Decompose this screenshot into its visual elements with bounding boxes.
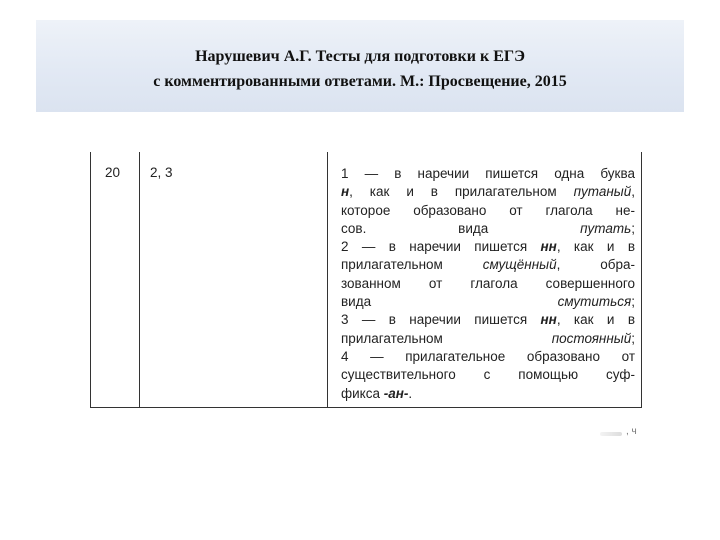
scan-marks [600, 428, 646, 440]
answer-table [90, 152, 642, 408]
comment-line: прилагательном постоянный; [341, 330, 635, 346]
column-divider [139, 152, 140, 407]
comment-line: зованном от глагола совершенного [341, 275, 635, 291]
example-word: смутиться [557, 294, 632, 310]
comment-line: которое образовано от глагола не- [341, 202, 635, 218]
comment-line: 4 — прилагательное образовано от [341, 348, 635, 364]
comment-line: 3 — в наречии пишется нн, как и в [341, 312, 635, 328]
example-word: путать [580, 220, 632, 236]
comment-line: сов. вида путать; [341, 220, 635, 236]
title-line-1: Нарушевич А.Г. Тесты для подготовки к ЕГЭ [195, 48, 525, 65]
task-number-cell: 20 [105, 165, 121, 180]
comment-line: вида смутиться; [341, 294, 635, 310]
bold-letters: -ан- [383, 385, 409, 401]
scan-glyphs: , ч [626, 426, 637, 437]
comment-line: прилагательном смущённый, обра- [341, 257, 635, 273]
bold-letters: нн [540, 239, 557, 255]
comment-line: фикса -ан-. [341, 385, 413, 401]
title-line-2: с комментированными ответами. М.: Просвещение, 2015 [153, 73, 567, 90]
slide-title [36, 44, 684, 94]
scan-smudge [600, 432, 622, 436]
comment-line: н, как и в прилагательном путаный, [341, 184, 635, 200]
column-divider [327, 152, 328, 407]
example-word: путаный [573, 184, 632, 200]
comment-cell [341, 165, 635, 403]
bold-letters: нн [540, 312, 557, 328]
bold-letters: н [341, 184, 350, 200]
comment-line: существительного с помощью суф- [341, 367, 635, 383]
comment-line: 2 — в наречии пишется нн, как и в [341, 239, 635, 255]
example-word: смущённый [482, 257, 557, 273]
example-word: постоянный [551, 330, 632, 346]
answer-cell: 2, 3 [150, 165, 173, 180]
comment-line: 1 — в наречии пишется одна буква [341, 166, 635, 181]
